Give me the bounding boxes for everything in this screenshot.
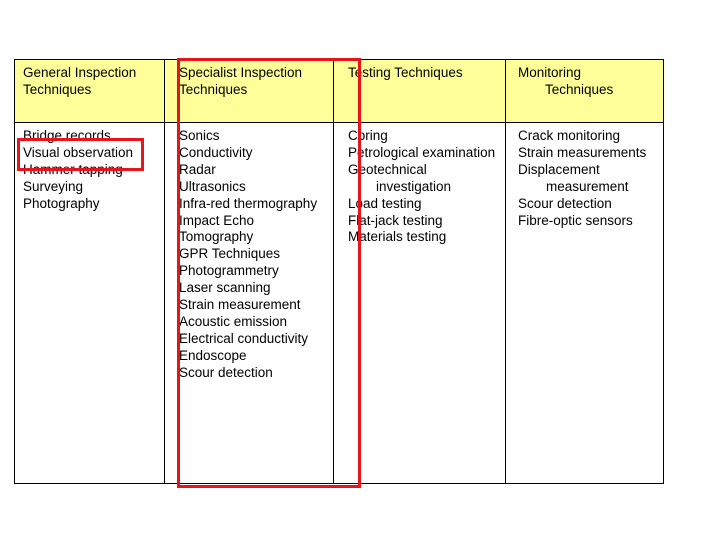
list-item: Strain measurement <box>179 297 301 313</box>
header-general-inspection: General Inspection Techniques <box>23 65 137 97</box>
list-item: Materials testing <box>348 229 447 245</box>
list-item: Bridge records <box>23 128 111 143</box>
header-testing-techniques: Testing Techniques <box>348 65 463 80</box>
list-item: Ultrasonics <box>179 178 246 194</box>
list-item: Scour detection <box>518 195 612 211</box>
header-monitoring: Monitoring Techniques <box>518 65 614 97</box>
list-item: Tomography <box>179 229 254 245</box>
list-item: Coring <box>348 128 388 143</box>
list-item: investigation <box>376 178 452 194</box>
column-divider <box>505 60 506 483</box>
list-item: Conductivity <box>179 144 253 160</box>
list-item: Flat-jack testing <box>348 212 443 228</box>
list-item: Strain measurements <box>518 144 647 160</box>
list-item: Load testing <box>348 195 422 211</box>
list-item: Displacement <box>518 161 600 177</box>
list-item: Sonics <box>179 128 220 143</box>
highlight-box-visual-observation <box>17 138 144 171</box>
list-item: Photogrammetry <box>179 263 279 279</box>
column-testing-techniques <box>348 128 495 246</box>
column-monitoring <box>518 128 646 229</box>
list-item: Laser scanning <box>179 280 271 296</box>
list-item: Impact Echo <box>179 212 255 228</box>
list-item: Surveying <box>23 178 84 194</box>
list-item: Fibre-optic sensors <box>518 212 633 228</box>
list-item: Visual observation <box>23 144 134 160</box>
list-item: GPR Techniques <box>179 246 281 262</box>
list-item: Electrical conductivity <box>179 330 309 346</box>
list-item: Hammer tapping <box>23 161 123 177</box>
list-item: Photography <box>23 195 100 211</box>
list-item: measurement <box>546 178 629 194</box>
list-item: Crack monitoring <box>518 128 621 143</box>
list-item: Petrological examination <box>348 144 496 160</box>
list-item: Geotechnical <box>348 161 427 177</box>
list-item: Endoscope <box>179 347 247 363</box>
list-item: Scour detection <box>179 364 273 380</box>
header-specialist-inspection: Specialist Inspection Techniques <box>179 65 303 97</box>
list-item: Acoustic emission <box>179 313 288 329</box>
highlight-box-specialist-column <box>177 58 361 488</box>
list-item: Radar <box>179 161 216 177</box>
column-divider <box>164 60 165 483</box>
list-item: Infra-red thermography <box>179 195 318 211</box>
